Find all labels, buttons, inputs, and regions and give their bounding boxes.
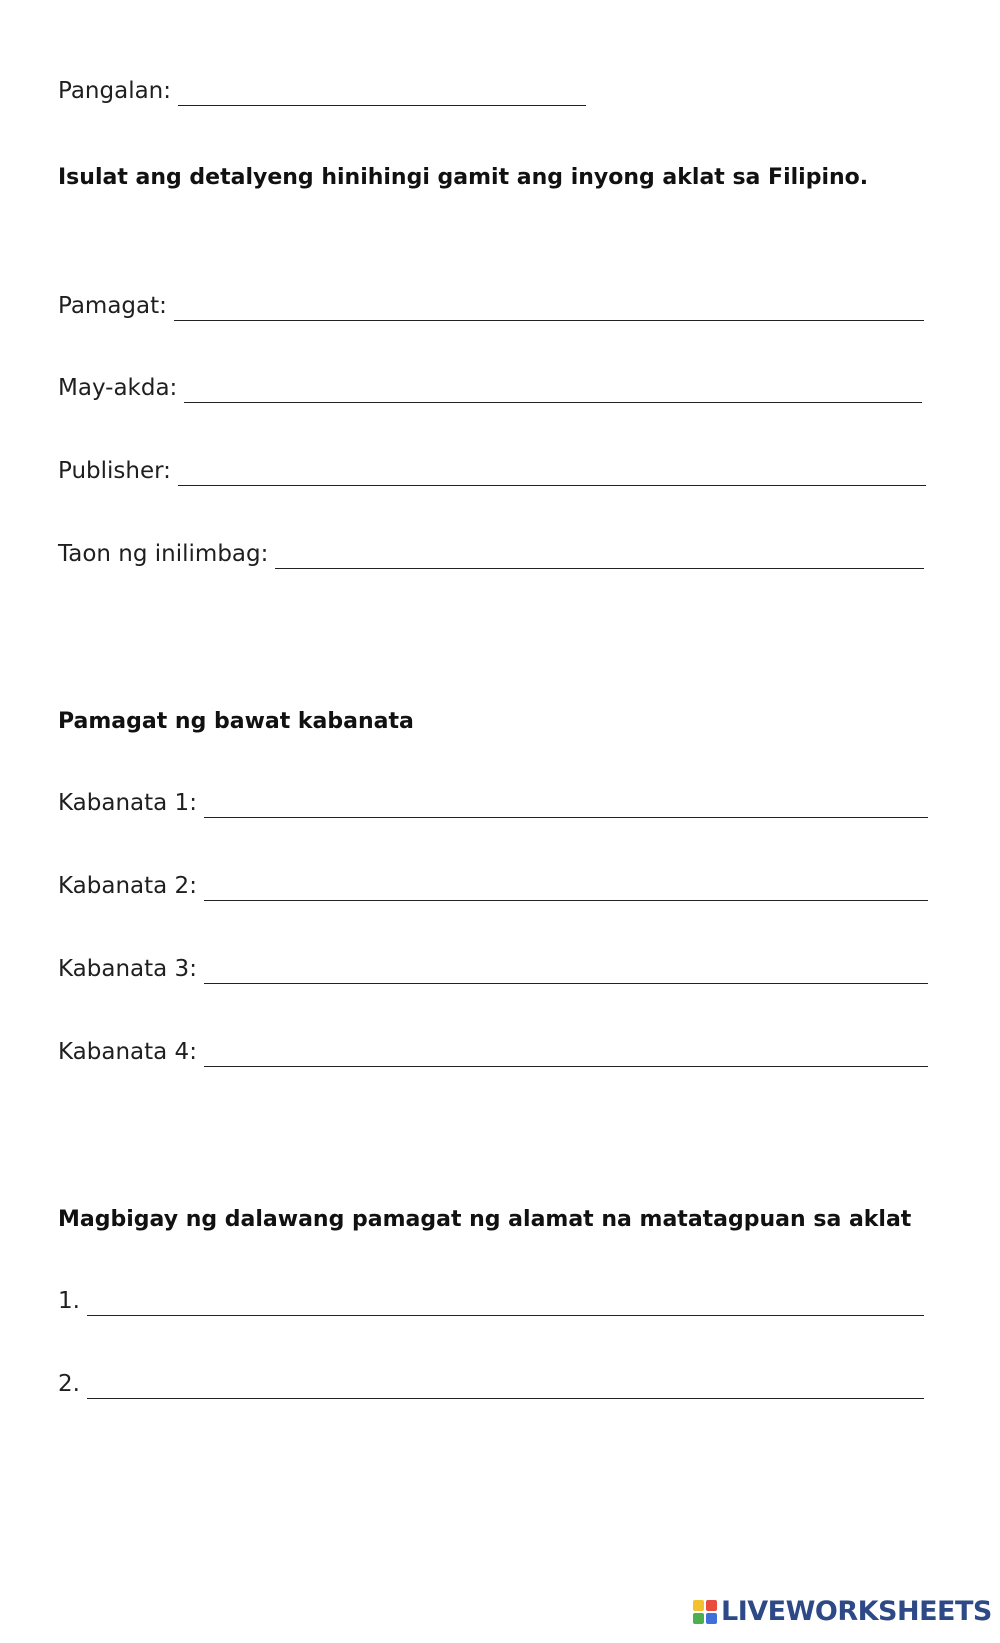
book-detail-author-row [58,373,922,403]
book-detail-title-label: Pamagat: [58,293,167,319]
chapter-4-row [58,1037,928,1067]
liveworksheets-logo-icon [693,1600,717,1624]
legend-1-label: 1. [58,1288,80,1314]
book-detail-publisher-row [58,456,926,486]
legend-1-row [58,1286,924,1316]
legend-2-input-line[interactable] [87,1374,924,1399]
liveworksheets-logo [693,1596,992,1627]
legends-heading: Magbigay ng dalawang pamagat ng alamat na matatagpuan sa aklat [58,1207,912,1232]
book-detail-title-input-line[interactable] [174,296,924,321]
logo-square-3 [693,1613,704,1624]
logo-square-2 [706,1600,717,1611]
name-input-line[interactable] [178,81,586,106]
legend-1-input-line[interactable] [87,1291,924,1316]
liveworksheets-logo-text: LIVEWORKSHEETS [721,1596,992,1627]
chapter-1-row [58,788,928,818]
chapter-4-label: Kabanata 4: [58,1039,197,1065]
chapter-2-input-line[interactable] [204,876,928,901]
legend-2-row [58,1369,924,1399]
book-detail-title-row [58,291,924,321]
chapter-3-row [58,954,928,984]
book-detail-publisher-input-line[interactable] [178,461,926,486]
chapter-4-input-line[interactable] [204,1042,928,1067]
book-detail-author-input-line[interactable] [184,378,922,403]
name-field-row [58,76,586,106]
chapter-3-input-line[interactable] [204,959,928,984]
instruction-heading: Isulat ang detalyeng hinihingi gamit ang inyong aklat sa Filipino. [58,165,869,190]
legend-2-label: 2. [58,1371,80,1397]
chapter-2-row [58,871,928,901]
logo-square-1 [693,1600,704,1611]
book-detail-author-label: May-akda: [58,375,178,401]
chapters-heading: Pamagat ng bawat kabanata [58,709,414,734]
chapter-1-label: Kabanata 1: [58,790,197,816]
name-field-label: Pangalan: [58,78,172,104]
chapter-1-input-line[interactable] [204,793,928,818]
book-detail-year-label: Taon ng inilimbag: [58,541,269,567]
logo-square-4 [706,1613,717,1624]
chapter-2-label: Kabanata 2: [58,873,197,899]
book-detail-publisher-label: Publisher: [58,458,171,484]
book-detail-year-input-line[interactable] [275,544,924,569]
chapter-3-label: Kabanata 3: [58,956,197,982]
book-detail-year-row [58,539,924,569]
